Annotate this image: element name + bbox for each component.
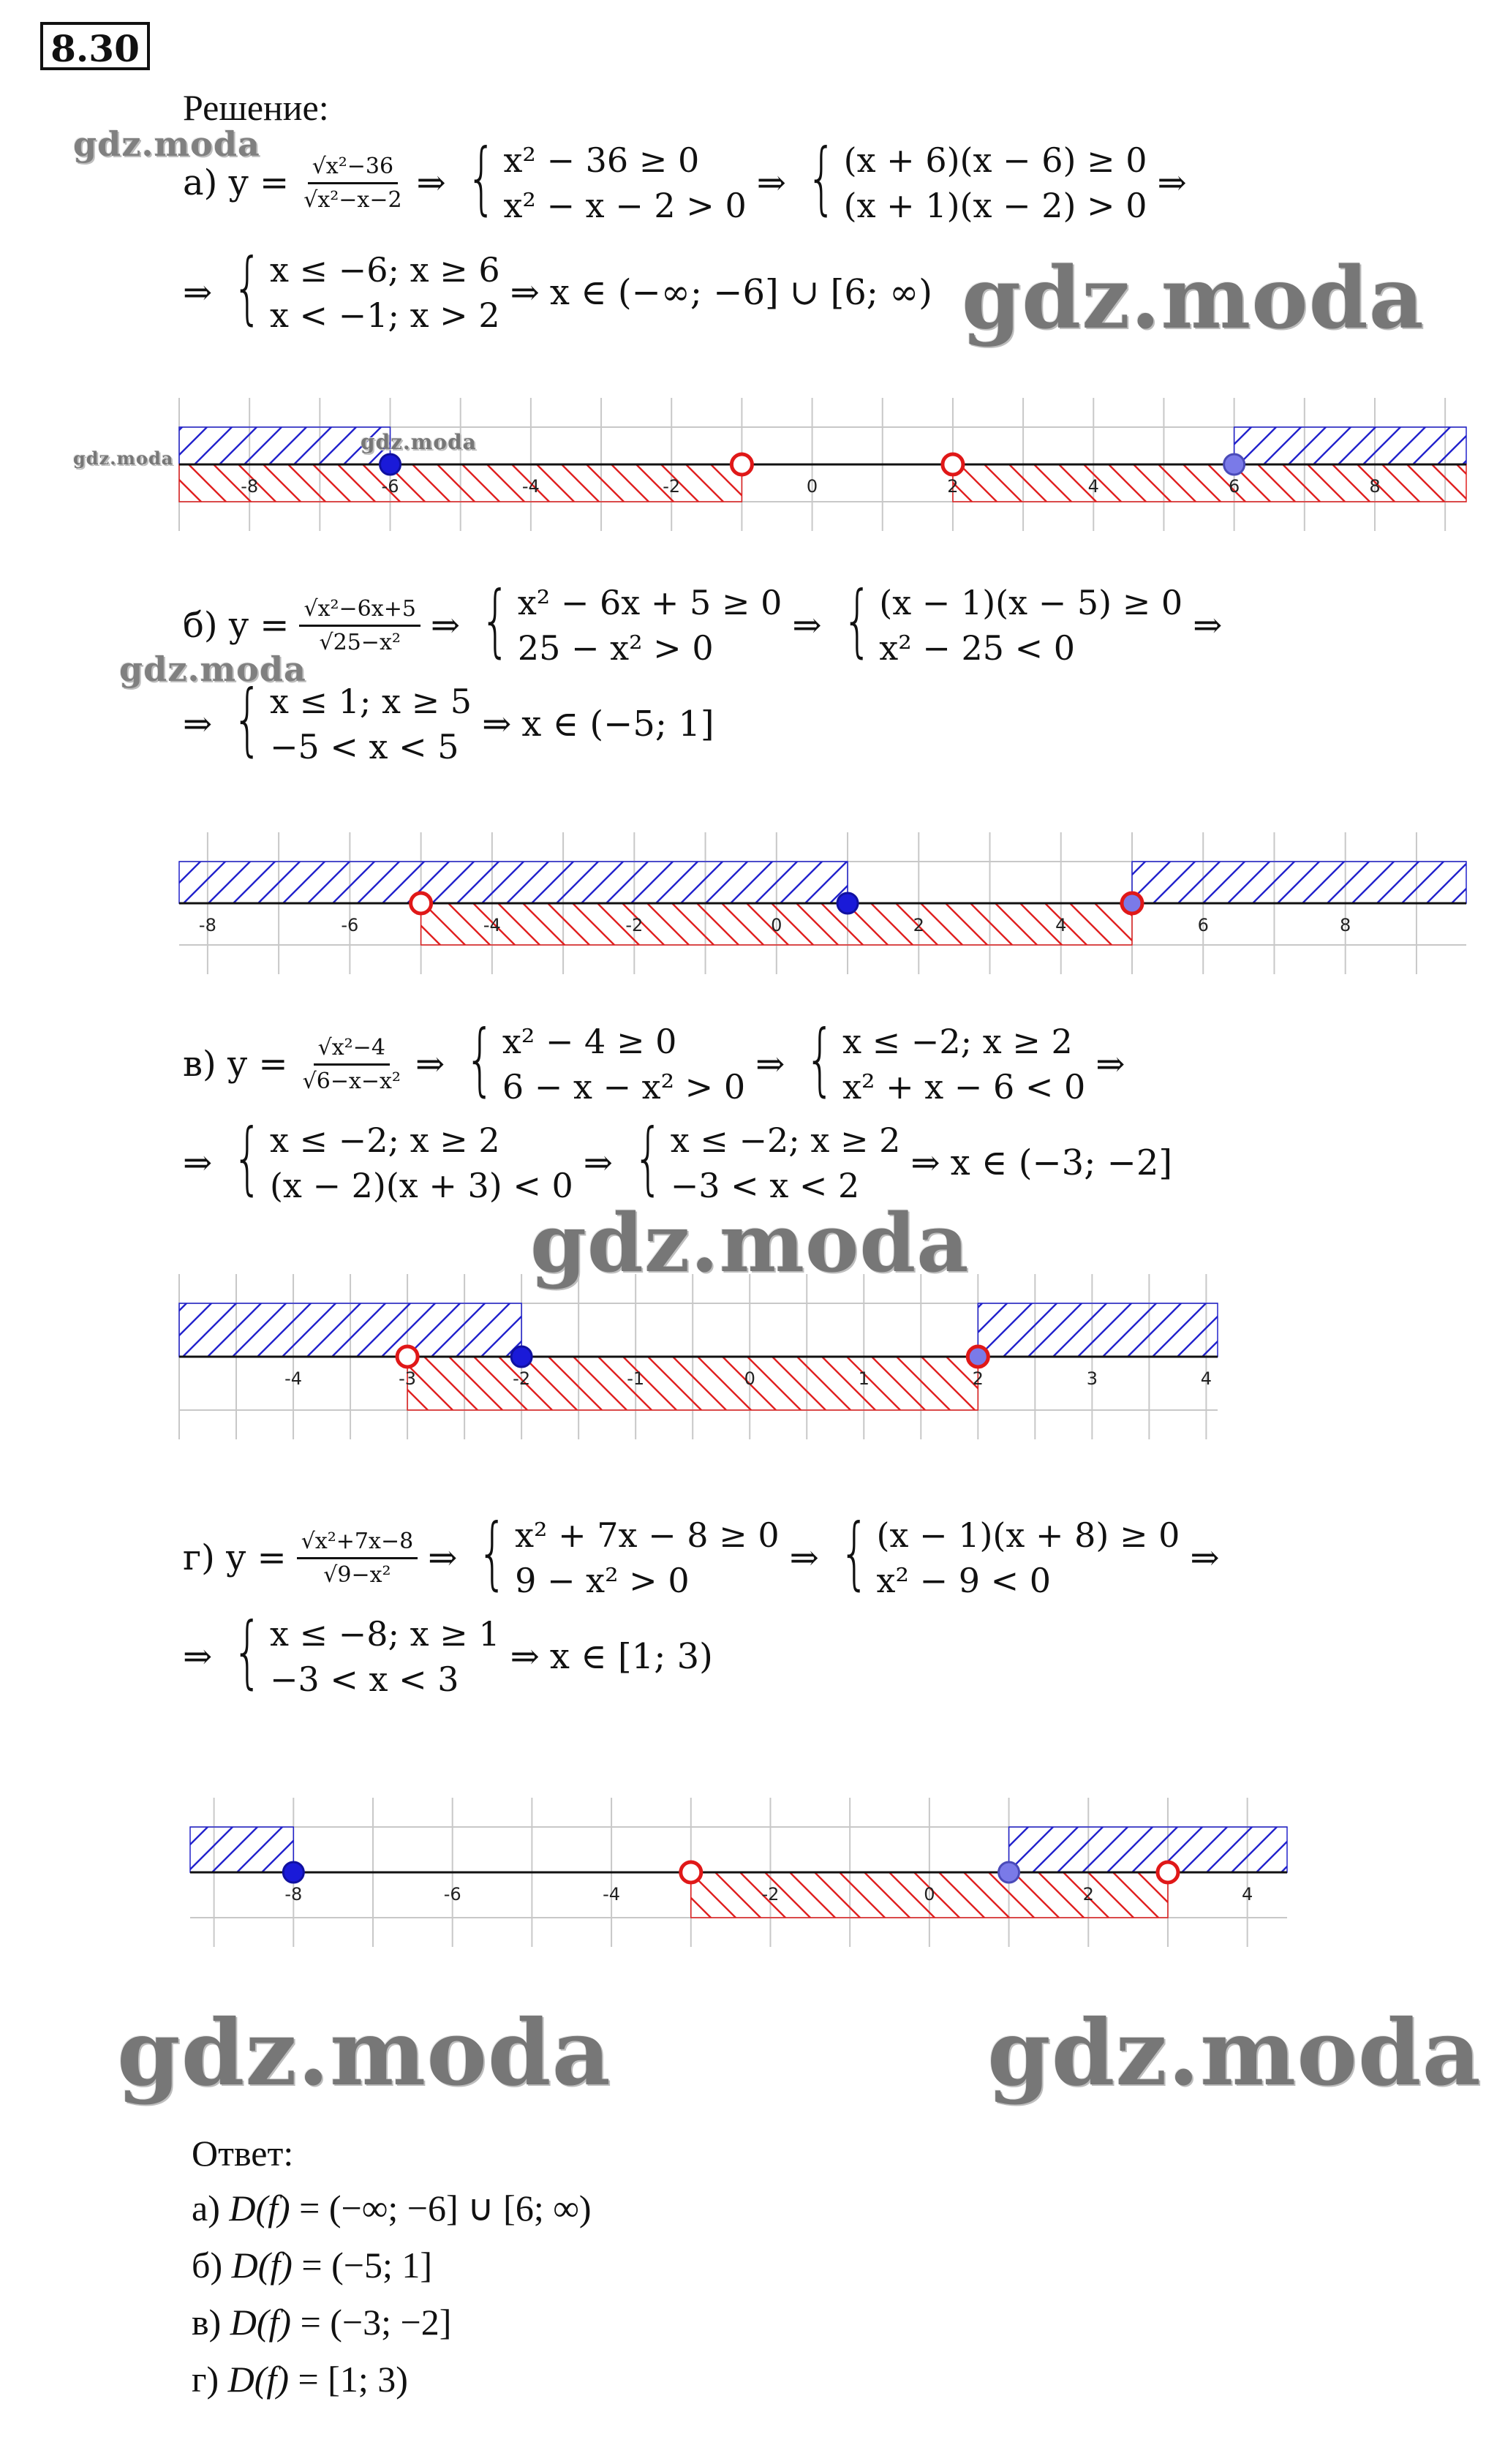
fraction-denominator: √9−x² [323,1561,391,1588]
answer-value: = (−5; 1] [301,2245,432,2286]
fraction-numerator: √x²−6x+5 [299,596,420,627]
implies-arrow: ⇒ [1157,162,1187,203]
answer-value: = (−3; −2] [300,2302,452,2343]
blue-region [1009,1827,1287,1872]
system: { x ≤ −2; x ≥ 2 −3 < x < 2 [633,1112,901,1205]
tick-label: 4 [1242,1884,1253,1904]
tick-label: -6 [381,476,399,497]
system-row: 6 − x − x² > 0 [502,1067,746,1107]
answer-b [192,2244,432,2286]
tick-label: 6 [1197,915,1209,935]
tick-label: -6 [443,1884,461,1904]
implies-arrow: ⇒ [1095,1044,1125,1085]
system-row: x ≤ −2; x ≥ 2 [269,1120,500,1160]
part-a-fraction [299,154,406,213]
answer-a [192,2187,592,2229]
tick-label: -4 [284,1368,303,1389]
watermark: gdz.moda [987,2000,1482,2106]
system-row: x² − 6x + 5 ≥ 0 [517,583,782,622]
watermark: gdz.moda [530,1196,970,1290]
part-a-label: а) y = [183,162,290,203]
tick-label: 4 [1200,1368,1212,1389]
tick-label: 2 [947,476,959,497]
problem-number: 8.30 [40,22,150,70]
implies-arrow: ⇒ [1193,605,1223,646]
fraction-denominator: √6−x−x² [302,1068,401,1094]
system: { x² − 4 ≥ 0 6 − x − x² > 0 [464,1014,746,1107]
blue-region [190,1827,293,1872]
system-row: (x + 6)(x − 6) ≥ 0 [843,140,1147,180]
tick-label: 0 [924,1884,935,1904]
fraction-denominator: √x²−x−2 [303,187,402,213]
system-row: −3 < x < 3 [269,1659,459,1699]
tick-label: 0 [806,476,818,497]
answer-func: D(f) [230,2302,292,2343]
tick-label: -8 [284,1884,303,1904]
tick-label: -4 [483,915,501,935]
fraction-denominator: √25−x² [319,629,401,655]
system-row: −5 < x < 5 [269,727,459,766]
part-a-result: x ∈ (−∞; −6] ∪ [6; ∞) [549,272,932,313]
tick-label: -4 [603,1884,621,1904]
tick-label: -3 [399,1368,417,1389]
answer-value: = [1; 3) [298,2359,408,2400]
tick-label: -4 [521,476,540,497]
system: { x ≤ −6; x ≥ 6 x < −1; x > 2 [232,242,500,335]
blue-region [179,427,391,464]
implies-arrow: ⇒ [416,162,446,203]
watermark: gdz.moda [73,448,174,469]
blue-region [978,1303,1218,1357]
system-row: x² + x − 6 < 0 [842,1067,1086,1107]
tick-label: 1 [858,1368,870,1389]
answer-value: = (−∞; −6] ∪ [6; ∞) [299,2188,592,2228]
answer-func: D(f) [227,2359,289,2400]
implies-arrow: ⇒ [430,605,461,646]
system-row: (x − 2)(x + 3) < 0 [269,1166,573,1205]
system: { x ≤ 1; x ≥ 5 −5 < x < 5 [232,674,472,766]
red-region [179,464,742,502]
part-b-result: x ∈ (−5; 1] [521,704,714,745]
implies-arrow: ⇒ [910,1142,940,1183]
blue-region [1234,427,1466,464]
system: { x ≤ −8; x ≥ 1 −3 < x < 3 [232,1606,500,1699]
implies-arrow: ⇒ [428,1537,458,1578]
part-a-line1 [183,132,1187,227]
solution-heading: Решение: [183,87,329,128]
watermark: gdz.moda [361,430,477,454]
system-row: x² − 36 ≥ 0 [503,140,700,180]
answer-label: б) [192,2245,223,2286]
implies-arrow: ⇒ [510,1636,540,1677]
answer-label: г) [192,2359,219,2400]
implies-arrow: ⇒ [183,272,213,313]
watermark: gdz.moda [73,124,260,164]
system: { x ≤ −2; x ≥ 2 x² + x − 6 < 0 [805,1014,1086,1107]
point-marker [1122,893,1142,913]
tick-label: -8 [198,915,216,935]
system: { (x − 1)(x − 5) ≥ 0 x² − 25 < 0 [842,575,1183,668]
point-marker [999,1862,1019,1883]
point-marker [511,1346,532,1367]
part-b-fraction [299,596,420,655]
system-row: x² + 7x − 8 ≥ 0 [515,1515,780,1555]
implies-arrow: ⇒ [183,1142,213,1183]
part-a-line2 [183,242,932,336]
implies-arrow: ⇒ [789,1537,819,1578]
system: { x ≤ −2; x ≥ 2 (x − 2)(x + 3) < 0 [232,1112,573,1205]
system-row: x² − 25 < 0 [879,628,1076,668]
fraction-numerator: √x²+7x−8 [297,1529,418,1559]
point-marker [943,454,963,475]
number-line-b [179,808,1466,998]
answer-func: D(f) [229,2188,290,2228]
implies-arrow: ⇒ [756,162,786,203]
answer-d [192,2358,408,2400]
part-b-line2 [183,674,714,768]
system-row: x ≤ −8; x ≥ 1 [269,1614,500,1654]
tick-label: -2 [663,476,681,497]
implies-arrow: ⇒ [755,1044,785,1085]
number-line-d [190,1770,1287,1975]
system-row: x ≤ 1; x ≥ 5 [269,682,472,721]
point-marker [837,893,858,913]
tick-label: -2 [625,915,644,935]
point-marker [1158,1862,1178,1883]
system-row: x² − 4 ≥ 0 [502,1022,677,1061]
system-row: x² − 9 < 0 [876,1561,1052,1600]
implies-arrow: ⇒ [583,1142,613,1183]
red-region [407,1357,978,1410]
fraction-numerator: √x²−36 [308,154,398,184]
tick-label: 8 [1369,476,1381,497]
fraction-numerator: √x²−4 [314,1035,390,1066]
implies-arrow: ⇒ [510,272,540,313]
implies-arrow: ⇒ [183,704,213,745]
answer-label: в) [192,2302,222,2343]
system-row: (x + 1)(x − 2) > 0 [843,186,1147,225]
part-d-label: г) y = [183,1537,287,1578]
part-b-line1 [183,575,1223,669]
tick-label: 2 [972,1368,984,1389]
system-row: 25 − x² > 0 [517,628,714,668]
part-c-line1 [183,1014,1125,1108]
answer-label: а) [192,2188,220,2228]
implies-arrow: ⇒ [183,1636,213,1677]
tick-label: 0 [744,1368,755,1389]
answer-heading: Ответ: [192,2133,294,2174]
system: { (x + 6)(x − 6) ≥ 0 (x + 1)(x − 2) > 0 [806,132,1147,225]
part-c-fraction [298,1035,405,1094]
system-row: x ≤ −2; x ≥ 2 [670,1120,901,1160]
point-marker [968,1346,988,1367]
system-row: x ≤ −2; x ≥ 2 [842,1022,1073,1061]
point-marker [411,893,431,913]
part-c-result: x ∈ (−3; −2] [950,1142,1173,1183]
answer-c [192,2301,451,2343]
point-marker [681,1862,701,1883]
part-d-line1 [183,1507,1220,1602]
part-d-fraction [297,1529,418,1588]
part-c-line2 [183,1112,1173,1207]
tick-label: 4 [1055,915,1067,935]
tick-label: -2 [761,1884,780,1904]
system-row: −3 < x < 2 [670,1166,860,1205]
system: { x² − 36 ≥ 0 x² − x − 2 > 0 [466,132,747,225]
system-row: (x − 1)(x + 8) ≥ 0 [876,1515,1180,1555]
number-line-a [179,380,1466,549]
point-marker [397,1346,418,1367]
tick-label: -2 [513,1368,531,1389]
implies-arrow: ⇒ [482,704,512,745]
system-row: 9 − x² > 0 [515,1561,690,1600]
point-marker [380,454,401,475]
blue-region [1132,862,1466,903]
tick-label: -8 [241,476,259,497]
part-c-label: в) y = [183,1044,288,1085]
system-row: (x − 1)(x − 5) ≥ 0 [879,583,1183,622]
tick-label: -6 [341,915,359,935]
point-marker [1224,454,1245,475]
part-d-line2 [183,1606,713,1700]
tick-label: 8 [1340,915,1351,935]
watermark: gdz.moda [962,249,1425,348]
system-row: x² − x − 2 > 0 [503,186,747,225]
tick-label: 3 [1086,1368,1098,1389]
blue-region [179,862,848,903]
system: { x² + 7x − 8 ≥ 0 9 − x² > 0 [478,1507,780,1600]
implies-arrow: ⇒ [415,1044,445,1085]
point-marker [731,454,752,475]
system-row: x ≤ −6; x ≥ 6 [269,250,500,290]
blue-region [179,1303,521,1357]
answer-func: D(f) [231,2245,293,2286]
system: { (x − 1)(x + 8) ≥ 0 x² − 9 < 0 [839,1507,1180,1600]
point-marker [283,1862,303,1883]
tick-label: -1 [627,1368,645,1389]
part-d-result: x ∈ [1; 3) [549,1636,713,1677]
tick-label: 4 [1087,476,1099,497]
tick-label: 2 [913,915,924,935]
part-b-label: б) y = [183,605,290,646]
implies-arrow: ⇒ [792,605,822,646]
tick-label: 2 [1082,1884,1094,1904]
system-row: x < −1; x > 2 [269,295,500,335]
tick-label: 0 [771,915,782,935]
watermark: gdz.moda [117,2000,611,2106]
system: { x² − 6x + 5 ≥ 0 25 − x² > 0 [480,575,782,668]
tick-label: 6 [1228,476,1240,497]
watermark: gdz.moda [119,649,306,689]
implies-arrow: ⇒ [1190,1537,1220,1578]
red-region [953,464,1466,502]
